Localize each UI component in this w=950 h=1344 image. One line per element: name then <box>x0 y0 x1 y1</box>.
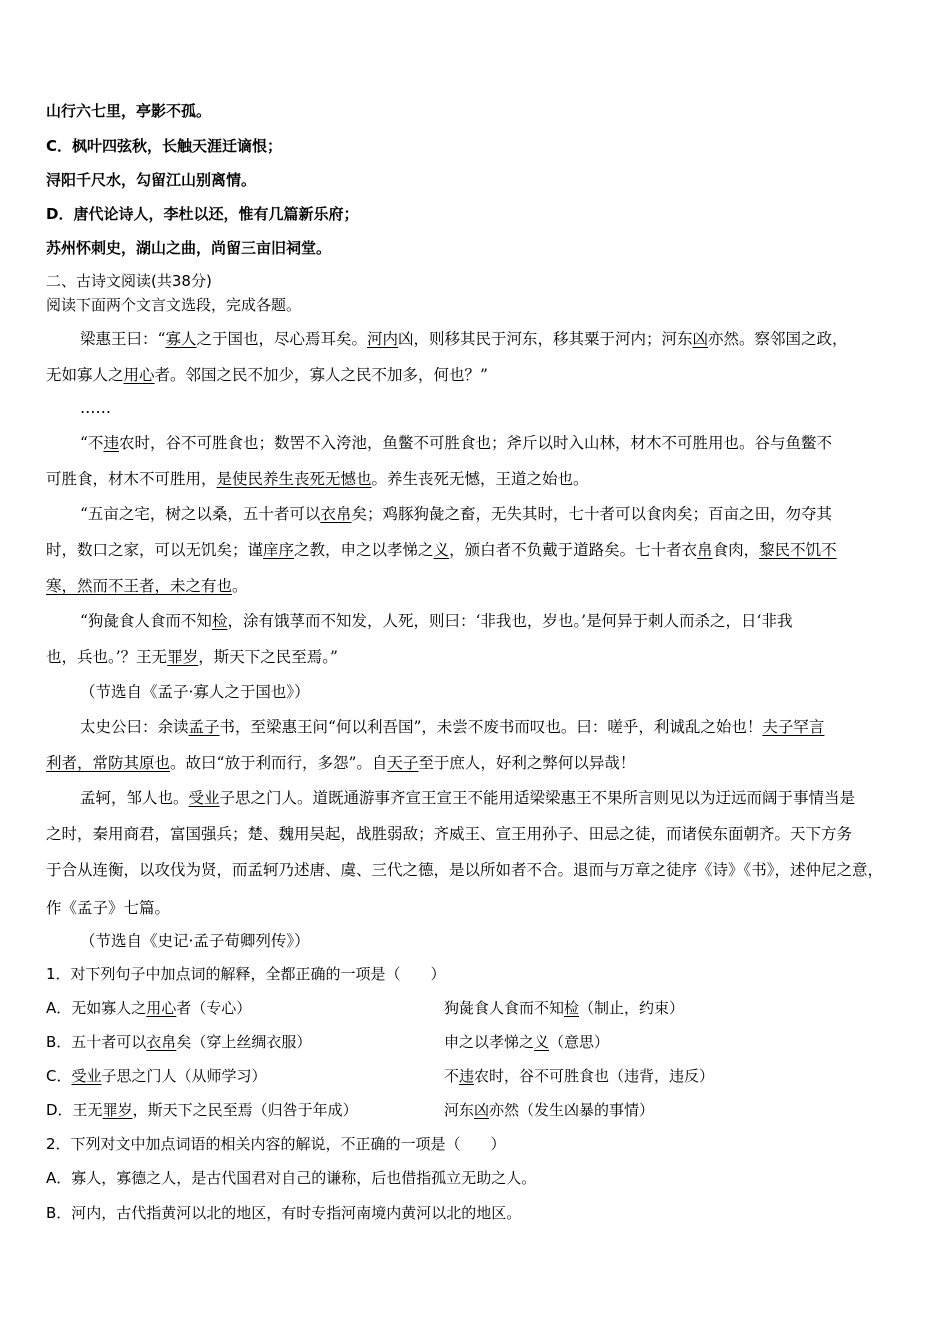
marked-word-xiong: 凶 <box>692 330 709 348</box>
passage2-para2-line1: 孟轲，邹人也。受业子思之门人。道既通游事齐宣王宣王不能用适梁梁惠王不果所言则见以为迂远而阔于事情当是 <box>80 789 856 807</box>
passage2-source: （节选自《史记·孟子荀卿列传》） <box>80 932 310 950</box>
option-d-line1: D．唐代论诗人，李杜以还，惟有几篇新乐府； <box>46 205 359 223</box>
marked-word-henei: 河内 <box>366 330 398 348</box>
marked-word-zuisui: 罪岁 <box>167 648 199 666</box>
marked-word-bo: 帛 <box>697 541 713 559</box>
marked-sentence-2b: 寒，然而不王者，未之有也 <box>46 577 233 595</box>
question-1: 1．对下列句子中加点词的解释，全都正确的一项是（ ） <box>46 965 446 983</box>
reading-instruction: 阅读下面两个文言文选段，完成各题。 <box>46 296 302 314</box>
passage2-para2-line2: 之时，秦用商君，富国强兵；楚、魏用吴起，战胜弱敌；齐威王、宣王用孙子、田忌之徒，而诸侯东面朝齐。天下方务 <box>46 825 853 843</box>
passage1-para3-line2: 时，数口之家，可以无饥矣；谨庠序之教，申之以孝悌之义，颁白者不负戴于道路矣。七十者衣帛食肉，黎民不饥不 <box>46 541 837 559</box>
q1-option-a-right: 狗彘食人食而不知检（制止，约束） <box>444 999 685 1017</box>
q1-option-c-left: C．受业子思之门人（从师学习） <box>46 1067 267 1085</box>
marked-word-shouye: 受业 <box>188 789 220 807</box>
passage2-para2-line4: 作《孟子》七篇。 <box>46 899 171 917</box>
option-d-line2: 苏州怀刺史，湖山之曲，尚留三亩旧祠堂。 <box>46 239 332 257</box>
ellipsis: …… <box>80 399 111 417</box>
passage1-para2-line2: 可胜食，材木不可胜用，是使民养生丧死无憾也。养生丧死无憾，王道之始也。 <box>46 470 589 488</box>
marked-word-jian: 检 <box>211 612 228 630</box>
passage2-para1-line1: 太史公曰：余读孟子书，至梁惠王问“何以利吾国”，未尝不废书而叹也。曰：嗟乎，利诚乱之始也！夫子罕言 <box>80 718 825 736</box>
marked-sentence-3a: 夫子罕言 <box>762 718 825 736</box>
marked-word-xiangxu: 庠序 <box>263 541 295 559</box>
passage1-para3-line1: “五亩之宅，树之以桑，五十者可以衣帛矣；鸡豚狗彘之畜，无失其时，七十者可以食肉矣；百亩之田，勿夺其 <box>80 505 832 523</box>
passage1-para4-line2: 也，兵也。’？王无罪岁，斯天下之民至焉。” <box>46 648 338 666</box>
marked-word-yongxin: 用心 <box>123 366 155 384</box>
q1-option-d-right: 河东凶亦然（发生凶暴的事情） <box>444 1101 655 1119</box>
marked-sentence-2a: 黎民不饥不 <box>759 541 837 559</box>
marked-word-wei: 违 <box>103 434 119 452</box>
passage1-source: （节选自《孟子·寡人之于国也》） <box>80 683 310 701</box>
marked-sentence-1: 是使民养生丧死无憾也 <box>216 470 372 488</box>
option-c-line1: C．枫叶四弦秋，长触天涯迁谪恨； <box>46 137 283 155</box>
passage1-para2-line1: “不违农时，谷不可胜食也；数罟不入洿池，鱼鳖不可胜食也；斧斤以时入山林，材木不可胜用也。谷与鱼鳖不 <box>80 434 832 452</box>
passage2-para2-line3: 于合从连衡，以攻伐为贤，而孟轲乃述唐、虞、三代之德，是以所如者不合。退而与万章之徒序《诗》《书》，述仲尼之意， <box>46 861 884 879</box>
q1-option-a-left: A．无如寡人之用心者（专心） <box>46 999 252 1017</box>
passage1-para4-line1: “狗彘食人食而不知检，涂有饿莩而不知发，人死，则曰：‘非我也，岁也。’是何异于刺人而杀之，日‘非我 <box>80 612 793 630</box>
marked-word-tianzi: 天子 <box>387 754 419 772</box>
marked-word-mengzi: 孟子 <box>188 718 220 736</box>
passage2-para1-line2: 利者，常防其原也。故曰“放于利而行，多怨”。自天子至于庶人，好利之弊何以异哉！ <box>46 754 636 772</box>
q1-option-b-left: B．五十者可以衣帛矣（穿上丝绸衣服） <box>46 1033 312 1051</box>
option-b-line2: 山行六七里，亭影不孤。 <box>46 102 212 120</box>
marked-word-yi: 义 <box>433 541 450 559</box>
q1-option-c-right: 不违农时，谷不可胜食也（违背，违反） <box>444 1067 715 1085</box>
q2-option-b: B．河内，古代指黄河以北的地区，有时专指河南境内黄河以北的地区。 <box>46 1204 522 1222</box>
q1-option-b-right: 申之以孝悌之义（意思） <box>444 1033 610 1051</box>
passage1-para3-line3: 寒，然而不王者，未之有也。 <box>46 577 248 595</box>
q1-option-d-left: D．王无罪岁，斯天下之民至焉（归咎于年成） <box>46 1101 358 1119</box>
marked-sentence-3b: 利者，常防其原也 <box>46 754 171 772</box>
marked-word-guaren: 寡人 <box>165 330 197 348</box>
passage1-para1-line2: 无如寡人之用心者。邻国之民不加少，寡人之民不加多，何也？” <box>46 366 488 384</box>
question-2: 2．下列对文中加点词语的相关内容的解说，不正确的一项是（ ） <box>46 1135 506 1153</box>
section-heading: 二、古诗文阅读(共38分) <box>46 272 212 290</box>
passage1-para1-line1: 梁惠王曰：“寡人之于国也，尽心焉耳矣。河内凶，则移其民于河东，移其粟于河内；河东凶亦然。察邻国之政， <box>80 330 848 348</box>
option-c-line2: 浔阳千尺水，勾留江山别离情。 <box>46 171 257 189</box>
marked-word-yibo: 衣帛 <box>320 505 352 523</box>
q2-option-a: A．寡人，寡德之人，是古代国君对自己的谦称，后也借指孤立无助之人。 <box>46 1169 537 1187</box>
